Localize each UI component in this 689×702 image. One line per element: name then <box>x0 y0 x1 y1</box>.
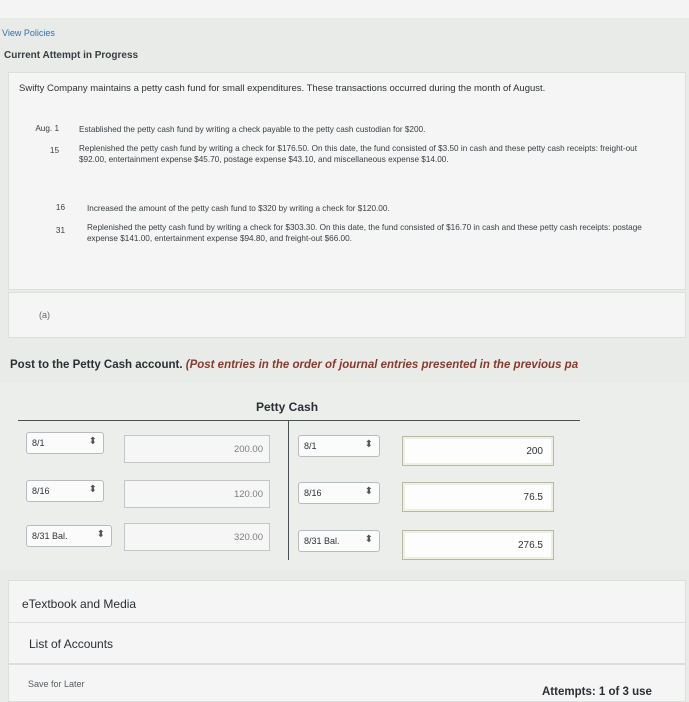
tx-date: 31 <box>55 226 65 235</box>
credit-date-value: 8/16 <box>304 488 322 498</box>
debit-date-value: 8/1 <box>32 438 45 448</box>
credit-date-value: 8/1 <box>304 441 317 451</box>
list-of-accounts-link[interactable]: List of Accounts <box>29 637 114 651</box>
debit-amount-input[interactable]: 320.00 <box>124 523 270 551</box>
updown-arrow-icon: ⬍ <box>88 484 97 495</box>
updown-arrow-icon: ⬍ <box>364 486 373 497</box>
attempts-counter: Attempts: 1 of 3 use <box>542 686 652 698</box>
part-a-panel <box>8 292 686 338</box>
instruction-note: (Post entries in the order of journal entries presented in the previous pa <box>185 359 579 371</box>
credit-amount-input[interactable]: 276.5 <box>402 530 554 560</box>
credit-amount-input[interactable]: 200 <box>402 436 554 466</box>
view-policies-link[interactable]: View Policies <box>2 28 55 38</box>
tx-date: 16 <box>55 203 65 212</box>
t-account-vertical-rule <box>288 420 289 560</box>
tx-text: Established the petty cash fund by writing a check payable to the petty cash custodian for $200. <box>79 125 426 134</box>
t-account-title: Petty Cash <box>256 400 319 414</box>
etextbook-link[interactable]: eTextbook and Media <box>22 597 137 611</box>
credit-date-select[interactable] <box>298 435 380 457</box>
debit-amount-input[interactable]: 120.00 <box>124 480 270 508</box>
debit-date-select[interactable] <box>26 432 104 454</box>
updown-arrow-icon: ⬍ <box>96 529 105 540</box>
tx-text: Replenished the petty cash fund by writing a check for $176.50. On this date, the fund consisted of $3.50 in cash and these petty cash receipts: freight-out $92.00, entertainment expense $45.70, postage expense $43.10, and miscellaneous expense $14.00. <box>79 144 638 164</box>
credit-date-value: 8/31 Bal. <box>304 536 340 546</box>
credit-amount-input[interactable]: 76.5 <box>402 482 554 512</box>
save-for-later-button[interactable]: Save for Later <box>28 679 85 689</box>
part-label: (a) <box>39 310 50 320</box>
debit-date-value: 8/31 Bal. <box>32 531 68 541</box>
updown-arrow-icon: ⬍ <box>364 534 373 545</box>
updown-arrow-icon: ⬍ <box>88 436 97 447</box>
debit-date-select[interactable] <box>26 525 112 547</box>
problem-panel <box>8 72 686 290</box>
debit-date-value: 8/16 <box>32 486 50 496</box>
updown-arrow-icon: ⬍ <box>364 439 373 450</box>
instruction-text <box>10 359 578 371</box>
instruction-main: Post to the Petty Cash account. <box>10 359 183 371</box>
tx-date: Aug. 1 <box>35 124 59 133</box>
attempt-state-label: Current Attempt in Progress <box>4 50 139 61</box>
tx-text: Increased the amount of the petty cash fund to $320 by writing a check for $120.00. <box>87 204 390 213</box>
credit-date-select[interactable] <box>298 482 380 504</box>
debit-date-select[interactable] <box>26 480 104 502</box>
debit-amount-input[interactable]: 200.00 <box>124 435 270 463</box>
list-of-accounts-panel[interactable] <box>8 622 686 664</box>
credit-date-select[interactable] <box>298 530 380 552</box>
t-account-horizontal-rule <box>18 420 580 421</box>
top-strip <box>0 0 689 18</box>
problem-intro: Swifty Company maintains a petty cash fund for small expenditures. These transactions occurred during the month of August. <box>19 83 546 94</box>
tx-text: Replenished the petty cash fund by writing a check for $303.30. On this date, the fund consisted of $16.70 in cash and these petty cash receipts: postage expense $141.00, entertainment expense $94.80, and freight-out $66.00. <box>87 223 642 243</box>
tx-date: 15 <box>49 146 59 155</box>
